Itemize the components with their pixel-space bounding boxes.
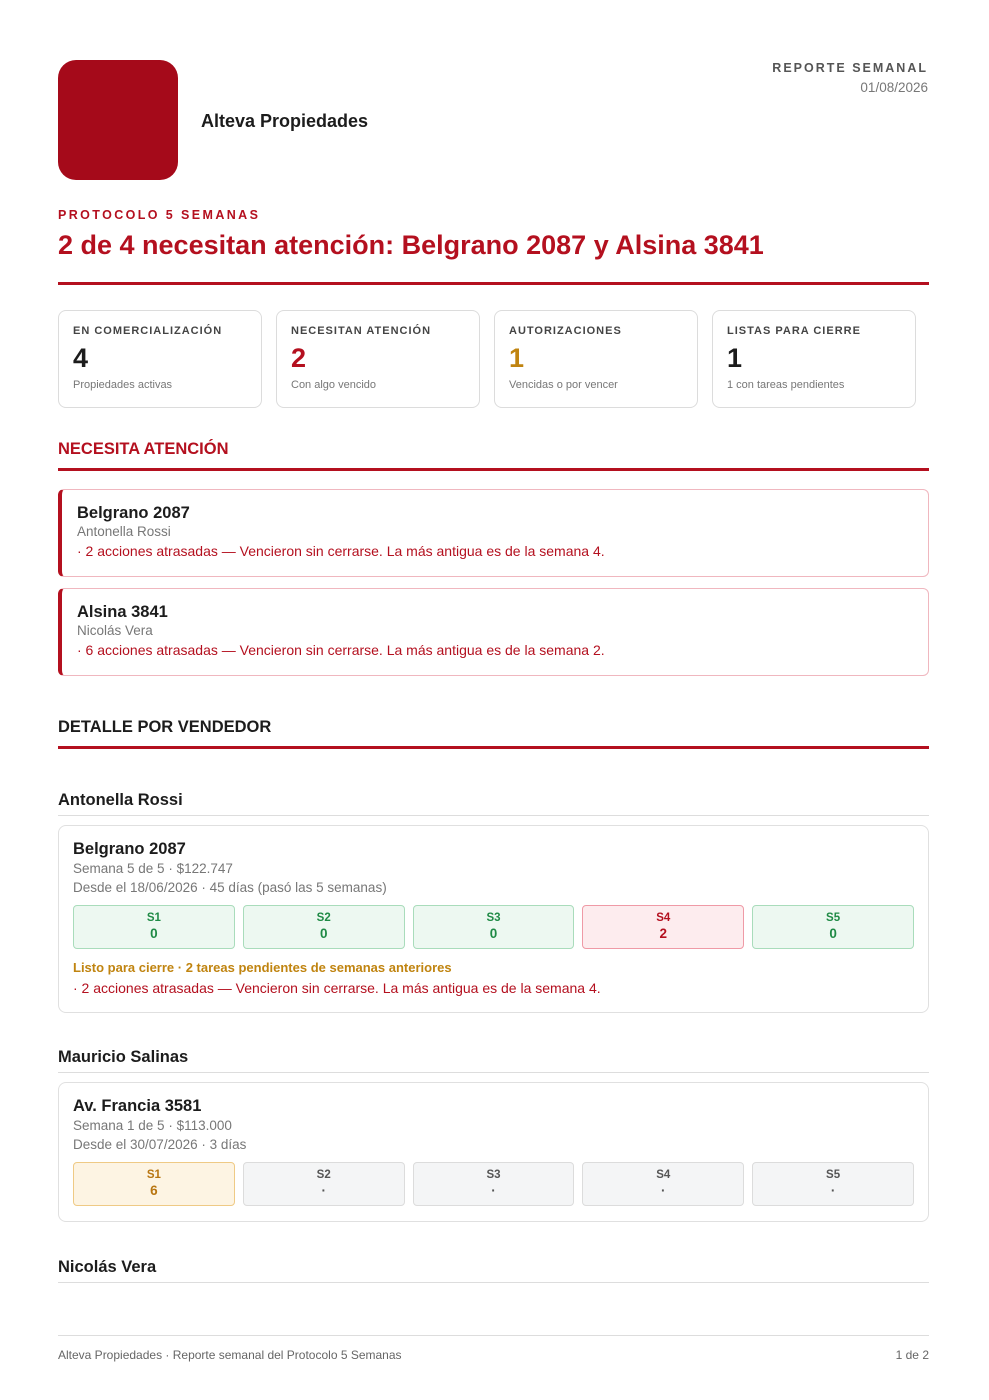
kpi-caption: Vencidas o por vencer [509, 379, 618, 391]
page-headline: 2 de 4 necesitan atención: Belgrano 2087 y Alsina 3841 [58, 230, 764, 260]
kpi-caption: 1 con tareas pendientes [727, 379, 845, 391]
attention-item-owner: Antonella Rossi [77, 524, 171, 539]
seller-name: Mauricio Salinas [58, 1048, 189, 1066]
kpi-value: 2 [291, 343, 307, 373]
week-cell [752, 1162, 914, 1206]
property-week-price: Semana 5 de 5 · $122.747 [73, 861, 233, 876]
detail-divider [58, 746, 929, 749]
week-label: S2 [316, 912, 331, 924]
week-label: S4 [656, 1169, 671, 1181]
attention-item [58, 588, 929, 676]
property-title: Av. Francia 3581 [73, 1097, 202, 1115]
week-label: S3 [486, 912, 501, 924]
footer-divider [58, 1335, 929, 1336]
week-label: S1 [146, 912, 161, 924]
kpi-label: NECESITAN ATENCIÓN [291, 325, 432, 337]
week-count: · [661, 1183, 666, 1198]
kpi-caption: Con algo vencido [291, 379, 377, 391]
week-cell [582, 1162, 744, 1206]
week-count: · [321, 1183, 326, 1198]
attention-item [58, 489, 929, 577]
week-count: 0 [150, 926, 158, 941]
protocol-eyebrow: PROTOCOLO 5 SEMANAS [58, 208, 261, 222]
week-label: S3 [486, 1169, 501, 1181]
kpi-label: EN COMERCIALIZACIÓN [73, 325, 223, 337]
kpi-card-cierre [712, 310, 916, 408]
week-label: S5 [826, 912, 841, 924]
property-title: Belgrano 2087 [73, 840, 186, 858]
property-card [58, 825, 929, 1013]
week-tracker [73, 1162, 914, 1206]
seller-divider [58, 1282, 929, 1283]
property-week-price: Semana 1 de 5 · $113.000 [73, 1118, 232, 1133]
kpi-card-comercializacion [58, 310, 262, 408]
week-count: 2 [659, 926, 668, 941]
week-cell [413, 905, 575, 949]
report-label: REPORTE SEMANAL [772, 61, 928, 75]
week-label: S2 [316, 1169, 331, 1181]
attention-item-detail: · 2 acciones atrasadas — Vencieron sin cerrarse. La más antigua es de la semana 4. [77, 543, 605, 559]
property-since: Desde el 30/07/2026 · 3 días [73, 1137, 247, 1152]
kpi-label: AUTORIZACIONES [509, 325, 622, 337]
week-count: 0 [319, 926, 328, 941]
page-number: 1 de 2 [895, 1348, 929, 1362]
week-label: S5 [826, 1169, 841, 1181]
week-count: · [830, 1183, 836, 1198]
kpi-label: LISTAS PARA CIERRE [727, 325, 861, 337]
kpi-value: 1 [727, 343, 743, 373]
week-count: 0 [829, 926, 837, 941]
seller-divider [58, 815, 929, 816]
week-count: 6 [150, 1183, 158, 1198]
kpi-card-autorizaciones [494, 310, 698, 408]
seller-name: Antonella Rossi [58, 791, 183, 809]
week-cell [582, 905, 744, 949]
attention-item-detail: · 6 acciones atrasadas — Vencieron sin cerrarse. La más antigua es de la semana 2. [77, 642, 605, 658]
detail-section-title: DETALLE POR VENDEDOR [58, 718, 272, 736]
attention-item-title: Belgrano 2087 [77, 504, 190, 522]
week-cell [73, 1162, 235, 1206]
attention-section-title: NECESITA ATENCIÓN [58, 440, 229, 458]
week-cell [243, 1162, 405, 1206]
week-label: S1 [146, 1169, 161, 1181]
seller-divider [58, 1072, 929, 1073]
week-cell [243, 905, 405, 949]
company-name: Alteva Propiedades [201, 111, 369, 131]
property-since: Desde el 18/06/2026 · 45 días (pasó las 5 semanas) [73, 880, 387, 895]
kpi-card-atencion [276, 310, 480, 408]
attention-item-owner: Nicolás Vera [77, 623, 153, 638]
week-cell [752, 905, 914, 949]
ready-for-closing-note: Listo para cierre · 2 tareas pendientes de semanas anteriores [73, 960, 452, 975]
week-cell [73, 905, 235, 949]
attention-divider [58, 468, 929, 471]
headline-divider [58, 282, 929, 285]
kpi-value: 4 [73, 343, 89, 373]
week-label: S4 [656, 912, 671, 924]
week-tracker [73, 905, 914, 949]
property-card [58, 1082, 929, 1222]
kpi-caption: Propiedades activas [73, 379, 173, 391]
footer-text: Alteva Propiedades · Reporte semanal del Protocolo 5 Semanas [58, 1348, 402, 1362]
report-date: 01/08/2026 [860, 80, 928, 95]
overdue-actions-note: · 2 acciones atrasadas — Vencieron sin cerrarse. La más antigua es de la semana 4. [73, 980, 601, 996]
attention-item-title: Alsina 3841 [77, 603, 168, 621]
week-count: 0 [489, 926, 498, 941]
week-cell [413, 1162, 575, 1206]
company-logo [58, 60, 178, 180]
kpi-value: 1 [509, 343, 525, 373]
seller-name: Nicolás Vera [58, 1258, 157, 1276]
week-count: · [491, 1183, 496, 1198]
